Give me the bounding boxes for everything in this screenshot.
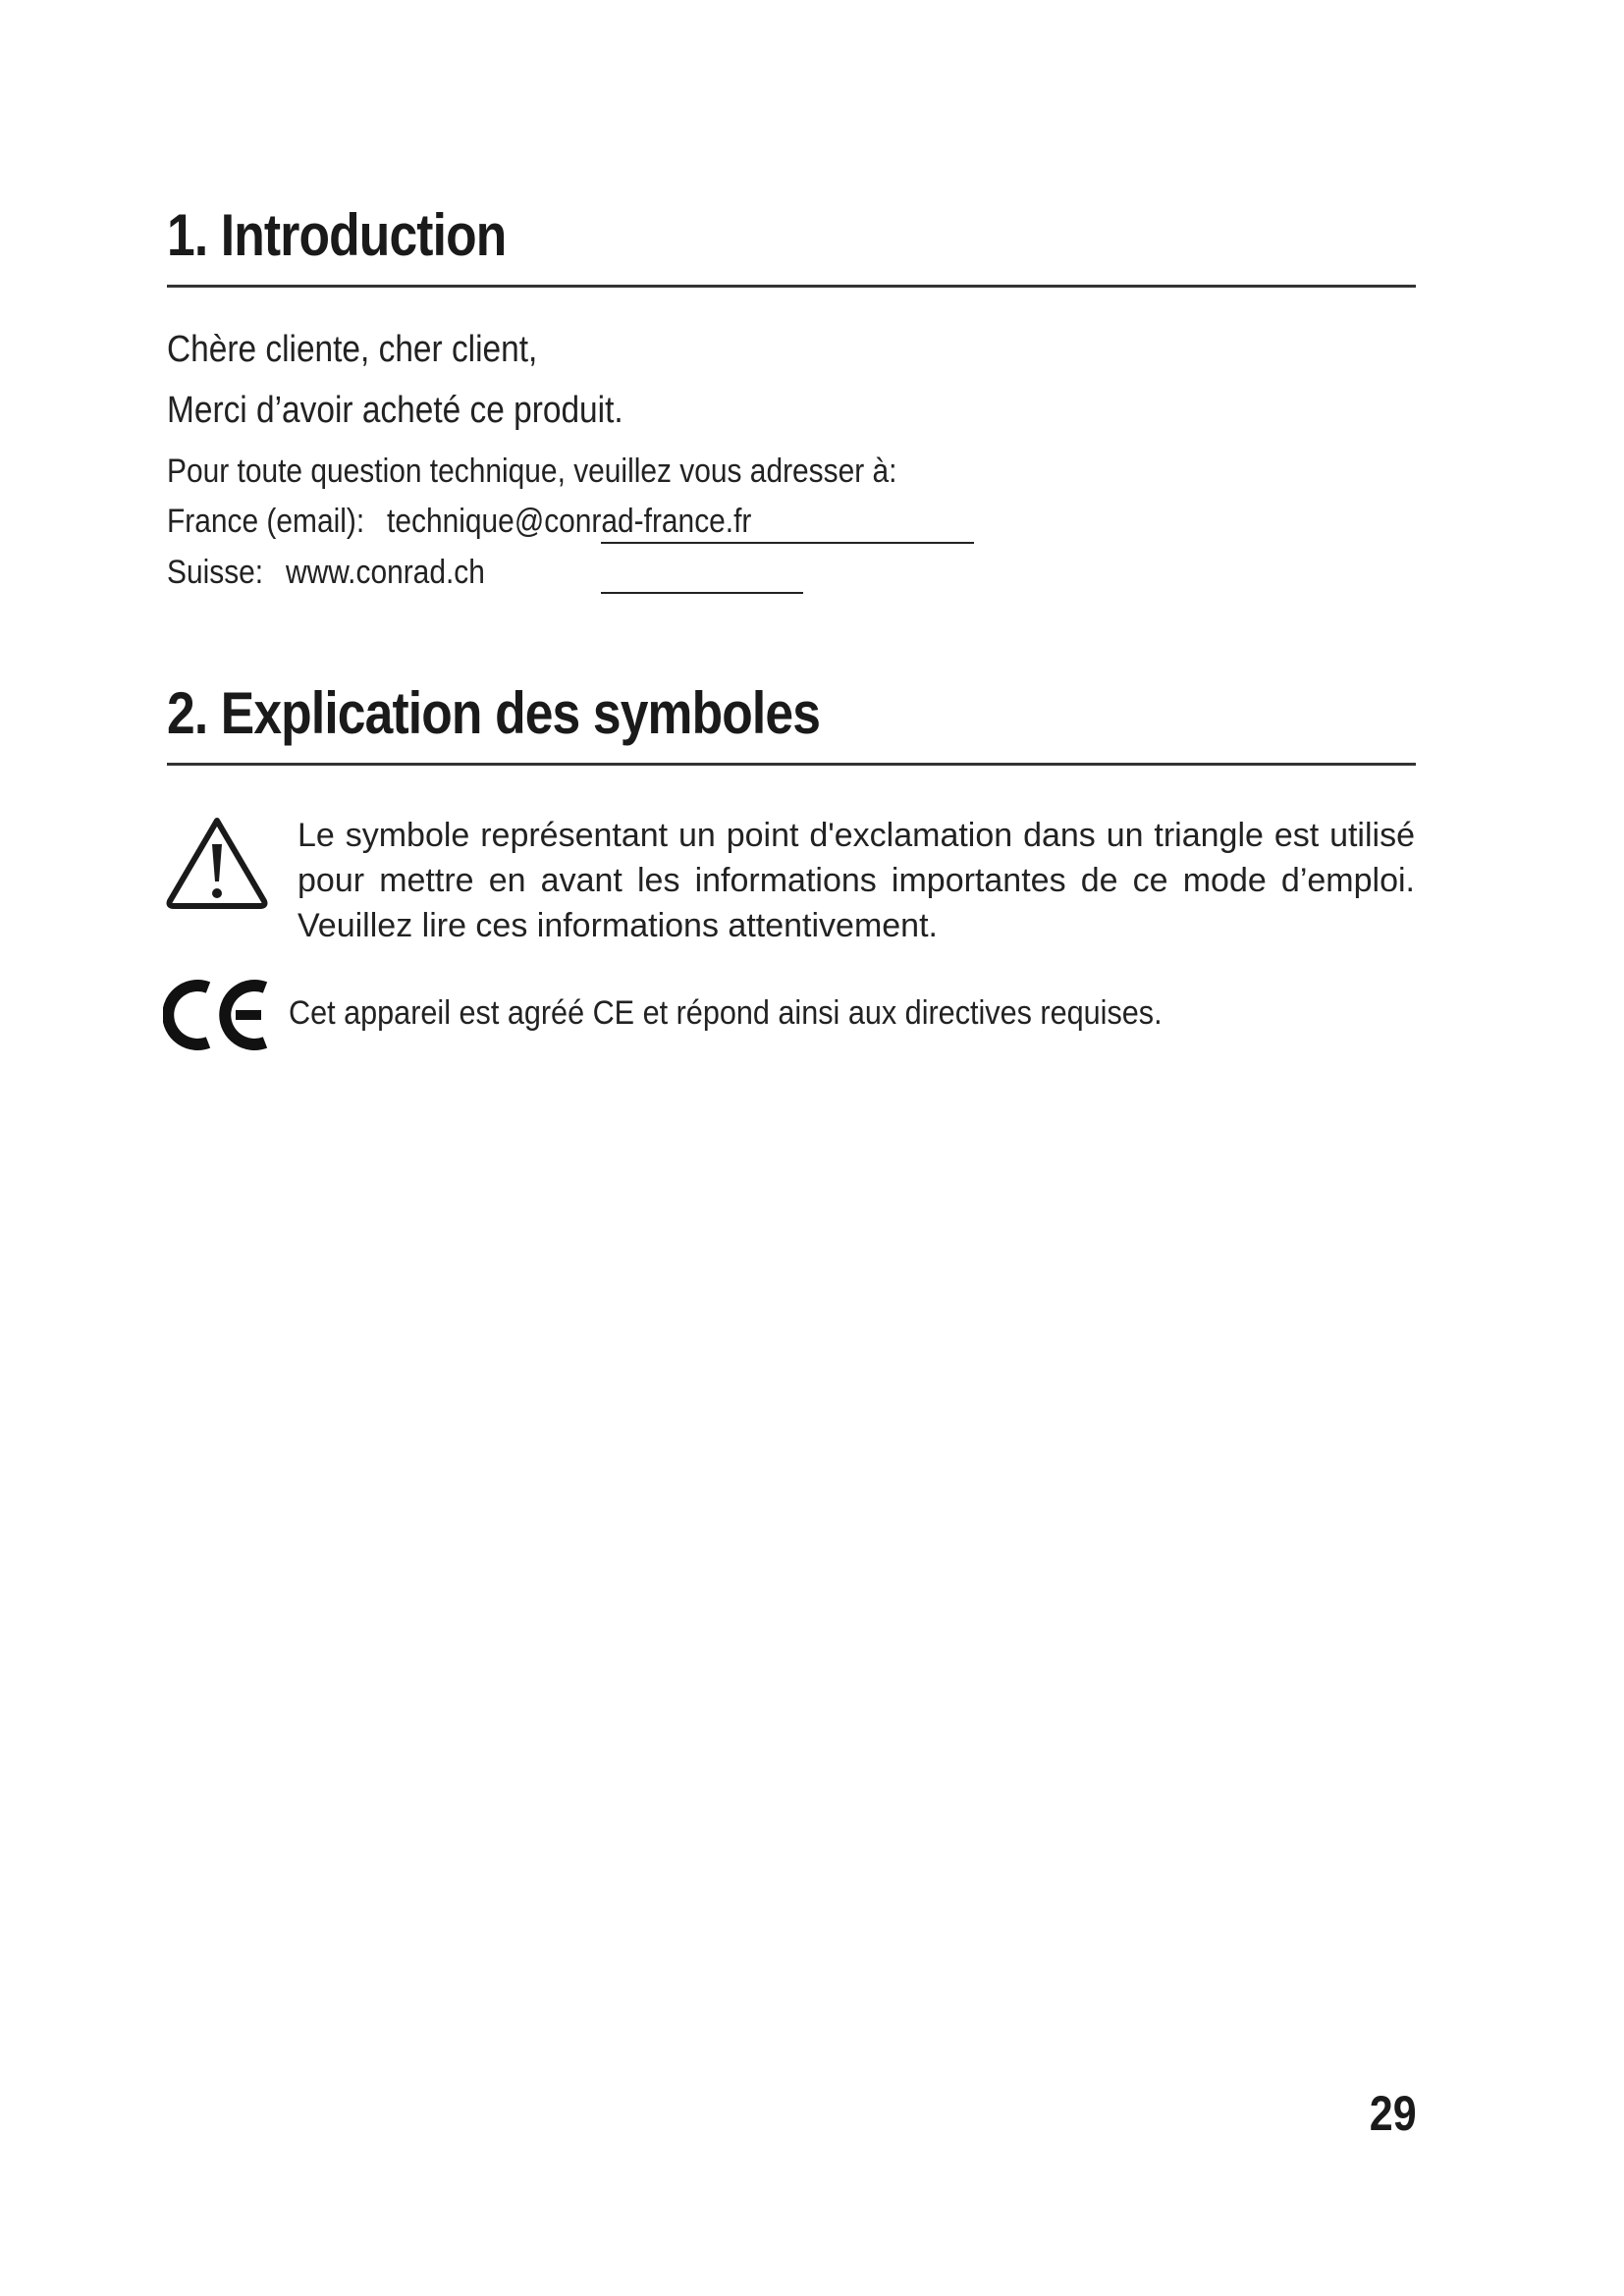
contact-suisse: [167, 554, 485, 592]
page-number: 29: [1370, 2086, 1417, 2141]
greeting-text: Chère cliente, cher client,: [167, 329, 538, 370]
france-underline: [601, 542, 974, 544]
section-2-title: 2. Explication des symboles: [167, 680, 821, 746]
section-1-rule: [167, 285, 1416, 288]
exclamation-triangle-icon: [163, 813, 271, 911]
contact-suisse-label: Suisse:: [167, 554, 264, 591]
support-intro-text: Pour toute question technique, veuillez vous adresser à:: [167, 453, 897, 490]
ce-symbol-description: Cet appareil est agréé CE et répond ainsi aux directives requises.: [289, 994, 1163, 1032]
thanks-text: Merci d’avoir acheté ce produit.: [167, 390, 623, 431]
ce-mark-icon: [163, 978, 273, 1052]
section-2-rule: [167, 763, 1416, 766]
contact-france-email[interactable]: technique@conrad-france.fr: [387, 503, 752, 540]
contact-france: [167, 503, 751, 541]
suisse-underline: [601, 592, 803, 594]
section-1-title: 1. Introduction: [167, 202, 507, 268]
contact-france-label: France (email):: [167, 503, 365, 540]
warning-symbol-description: Le symbole représentant un point d'exclamation dans un triangle est utilisé pour mettre en avant les informations importantes de ce mode d’emploi. Veuillez lire ces informations attentivement.: [298, 817, 1415, 944]
contact-suisse-url[interactable]: www.conrad.ch: [286, 554, 485, 591]
